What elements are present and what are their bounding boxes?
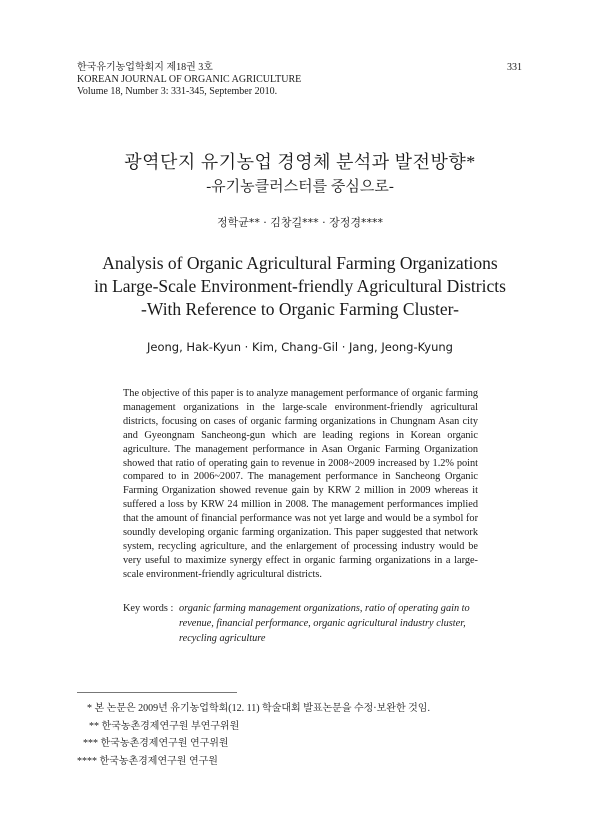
keywords-text: organic farming management organizations, ratio of operating gain to revenue, financial performance, organic agricultural industry cluster, recycling agriculture [179, 603, 470, 644]
footnote-2: ** 한국농촌경제연구원 부연구위원 [89, 720, 240, 732]
volume-info: Volume 18, Number 3: 331-345, September 2010. [77, 86, 278, 97]
footnote-divider [77, 692, 237, 693]
subtitle-korean: -유기농클러스터를 중심으로- [206, 179, 394, 195]
authors-korean: 정학균** · 김창길*** · 장정경**** [216, 216, 384, 229]
footnote-4: **** 한국농촌경제연구원 연구원 [77, 755, 218, 767]
title-english-line-1: Analysis of Organic Agricultural Farming Organizations [102, 253, 498, 273]
title-english-line-3: -With Reference to Organic Farming Cluster- [141, 299, 459, 319]
page-number: 331 [507, 62, 522, 73]
title-english [0, 252, 600, 321]
footnotes [77, 700, 430, 770]
footnote-1: * 본 논문은 2009년 유기농업학회(12. 11) 학술대회 발표논문을 수정·보완한 것임. [87, 703, 430, 714]
abstract: The objective of this paper is to analyze management performance of organic farming management organizations in the large-scale environment-friendly agricultural districts, focusing on cases of organic farming organizations in Chungnam Asan city and Gyeongnam Sancheong-gun which are leading regions in Korean organic agriculture. The management performance in Asan Organic Farming Organization showed that ratio of operating gain to revenue in 2008~2009 increased by 1.2% point compared to in 2006~2007. The management performance in Sancheong Organic Farming Organization showed revenue gain by KRW 2 million in 2009 whereas it suffered a loss by KRW 24 million in 2008. The management performances implied that the amount of financial performance was not yet large and would be a symbol for soundly developing organic farming organization. This paper suggested that network system, recycling agriculture, and the enlargement of processing industry would be very useful to maximize synergy effect in organic farming organizations in a large-scale environment-friendly agricultural districts. [123, 388, 478, 580]
title-english-line-2: in Large-Scale Environment-friendly Agricultural Districts [94, 276, 506, 296]
authors-english: Jeong, Hak-Kyun · Kim, Chang-Gil · Jang, Jeong-Kyung [147, 340, 453, 354]
journal-name-english: KOREAN JOURNAL OF ORGANIC AGRICULTURE [77, 74, 302, 85]
journal-name-korean: 한국유기농업학회지 제18권 3호 [77, 62, 213, 73]
title-korean: 광역단지 유기농업 경영체 분석과 발전방향* [124, 152, 476, 172]
journal-header [77, 62, 301, 98]
footnote-3: *** 한국농촌경제연구원 연구위원 [83, 738, 229, 749]
keywords-label: Key words : [123, 603, 174, 614]
